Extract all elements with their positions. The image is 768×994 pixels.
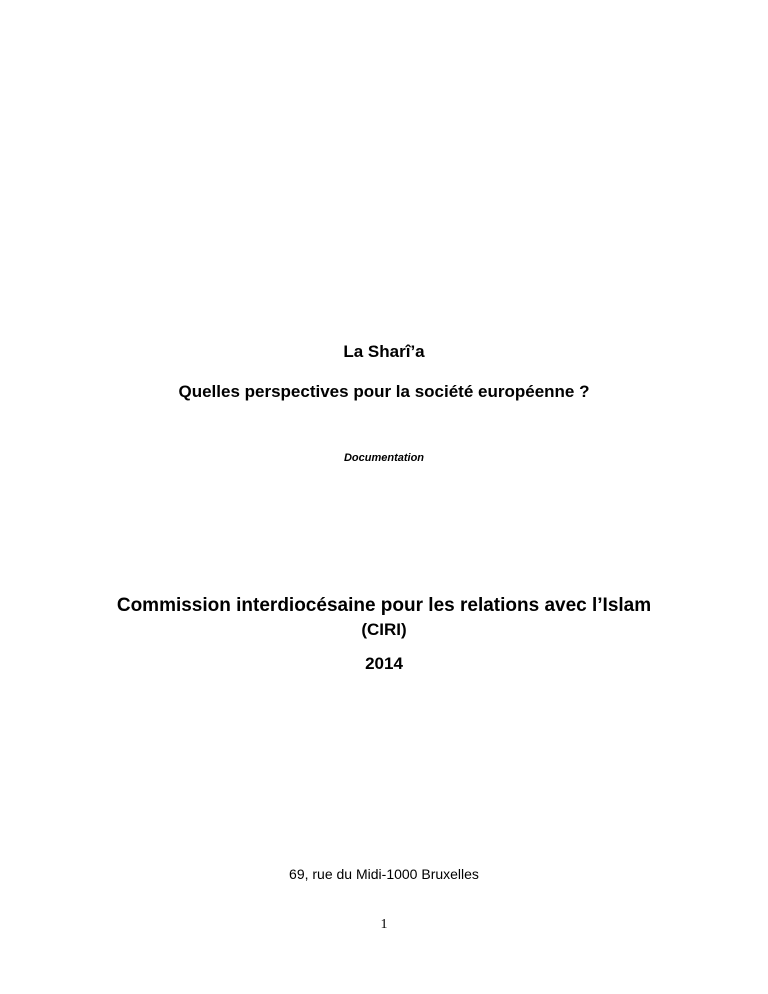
document-subtitle: Quelles perspectives pour la société européenne ?: [178, 382, 590, 401]
document-title: La Sharî’a: [343, 342, 425, 361]
page-number: 1: [380, 917, 388, 932]
organization-name: Commission interdiocésaine pour les relations avec l’Islam: [116, 595, 652, 616]
document-type-label: Documentation: [343, 452, 425, 464]
organization-abbreviation: (CIRI): [361, 620, 407, 639]
publication-year: 2014: [365, 654, 403, 673]
organization-address: 69, rue du Midi-1000 Bruxelles: [289, 866, 479, 882]
